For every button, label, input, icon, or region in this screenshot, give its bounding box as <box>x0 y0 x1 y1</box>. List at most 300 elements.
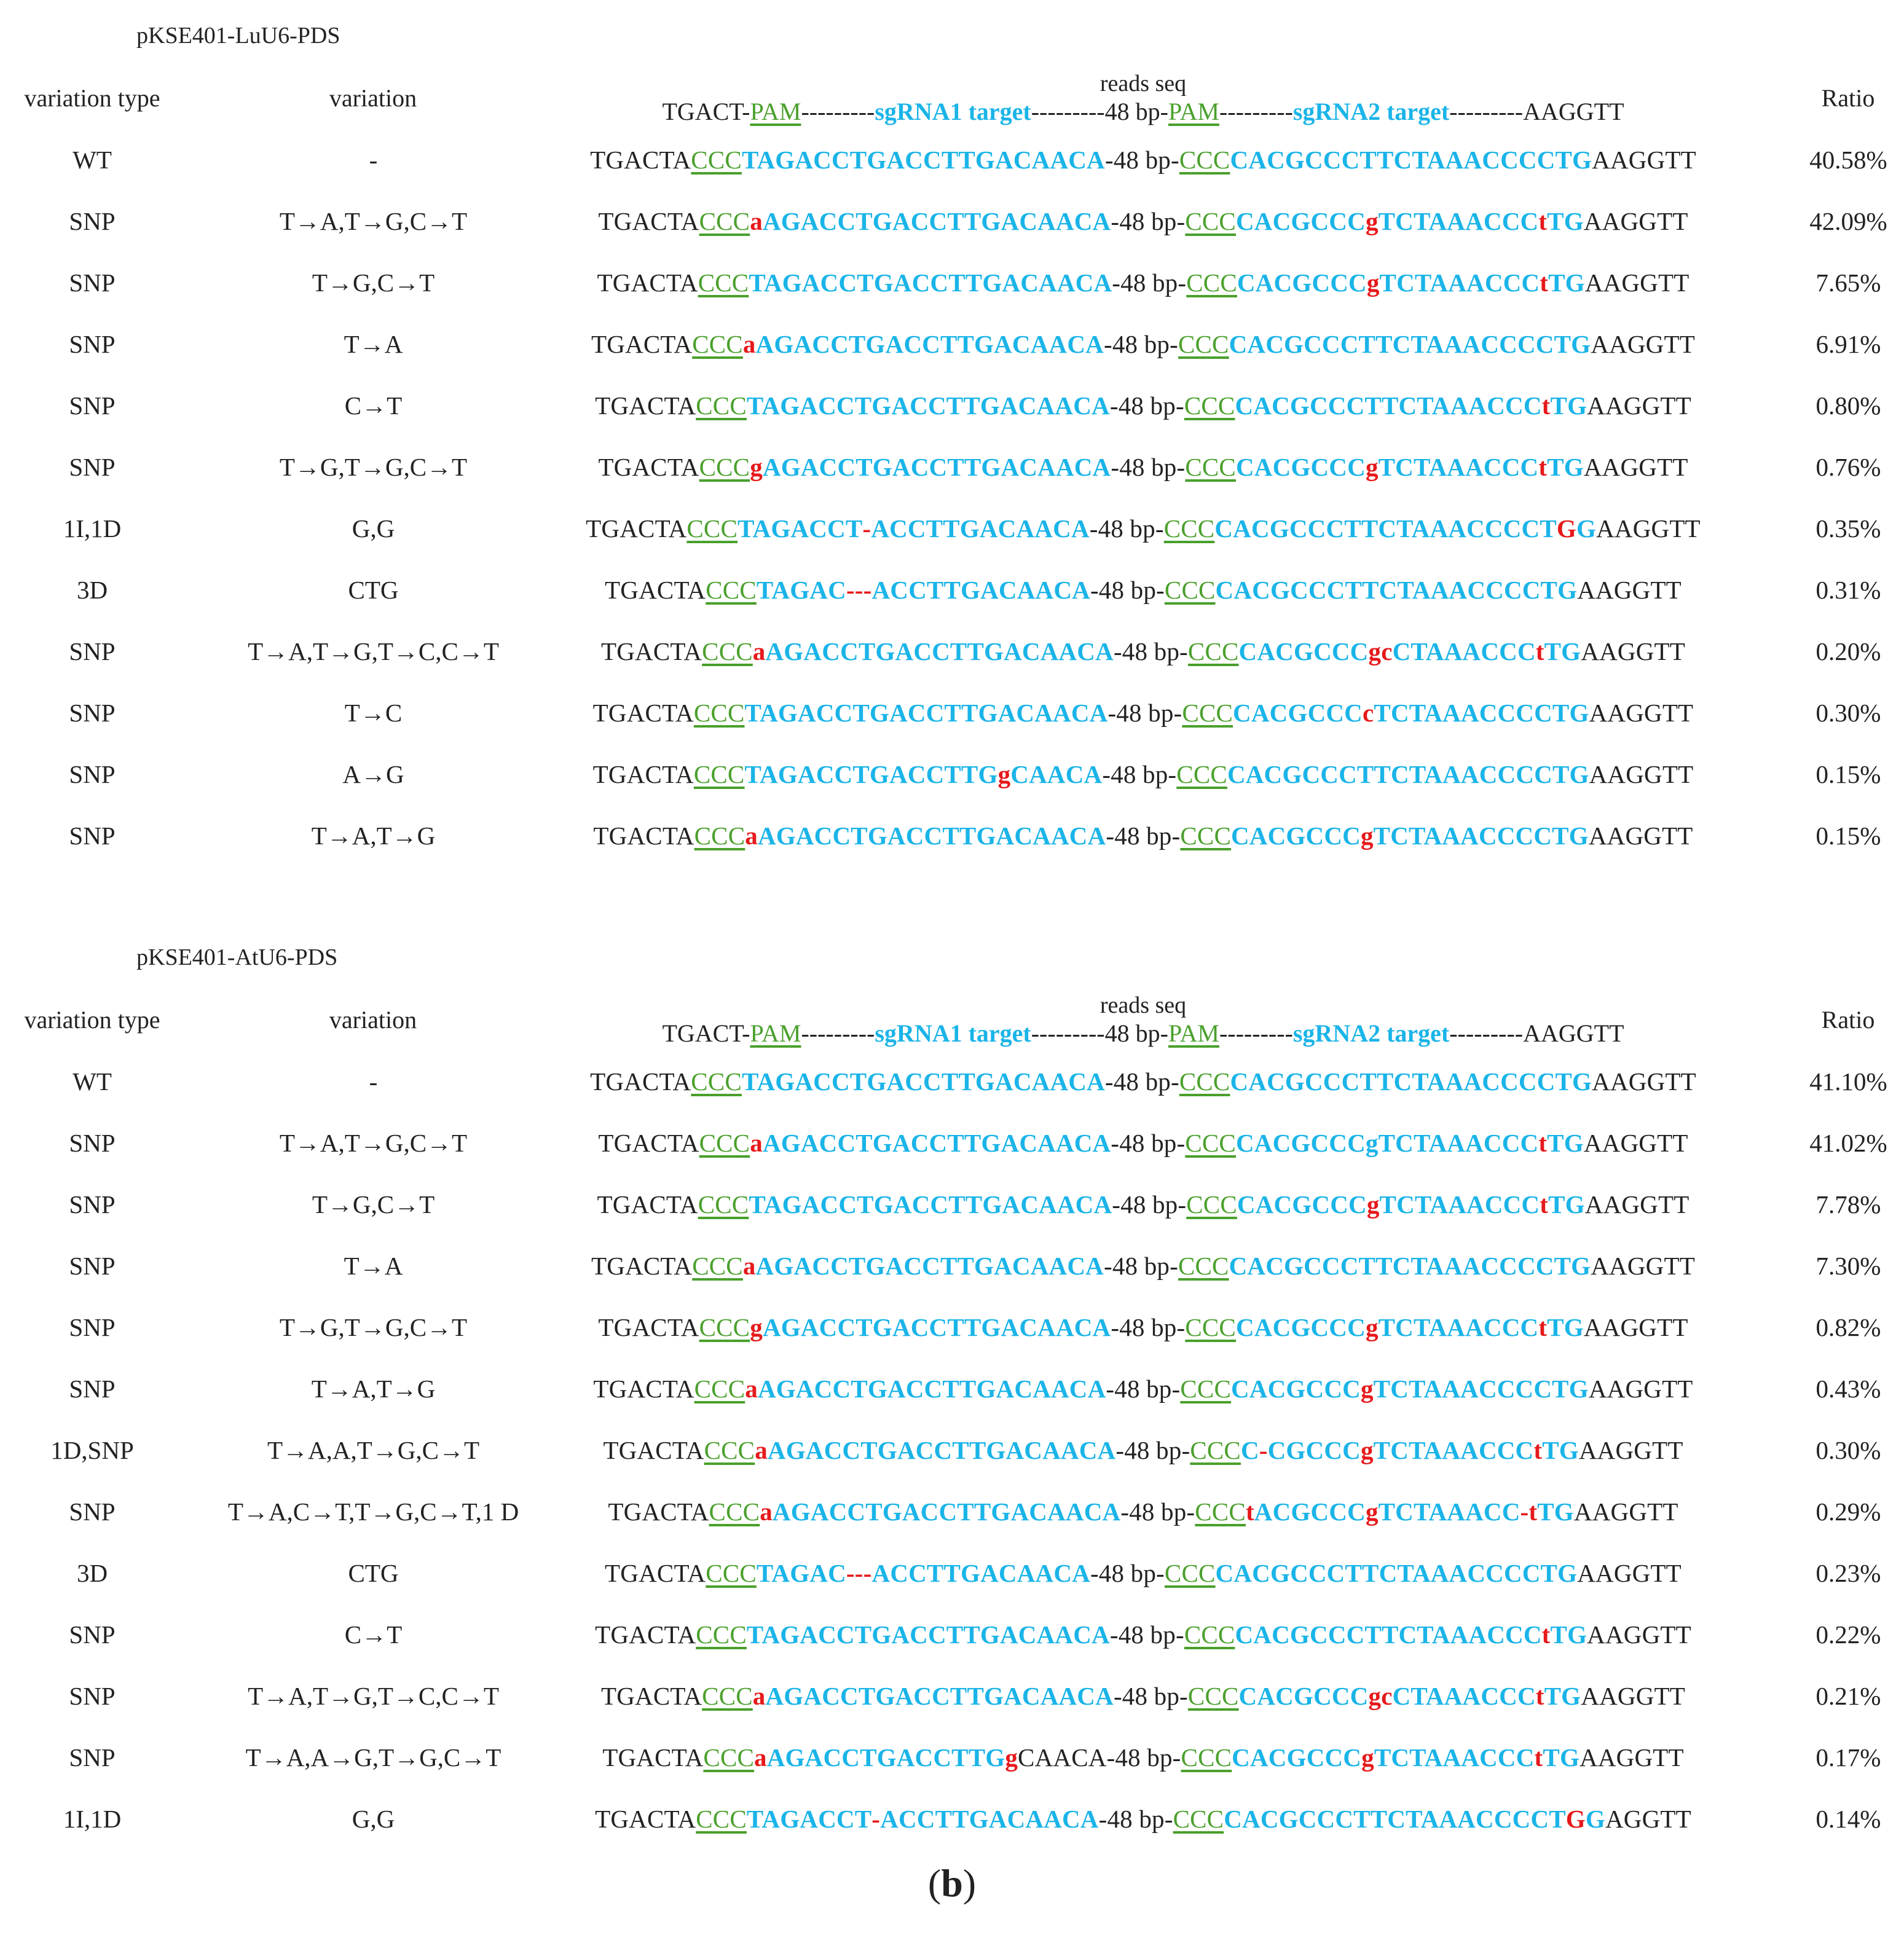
ratio-cell: 0.22% <box>1815 1620 1881 1649</box>
target-segment: CACGCCC <box>1233 699 1363 727</box>
pam-segment: CCC <box>694 1375 745 1403</box>
variation-cell: G,G <box>352 514 395 543</box>
variation-cell: C→T <box>344 1620 403 1649</box>
variation-type-cell: SNP <box>69 1252 116 1280</box>
flank-segment: AAGGTT <box>1596 514 1701 543</box>
table-block-luu6 <box>0 0 1904 909</box>
flank-segment: TGACTA <box>600 1682 702 1710</box>
variation-type-cell: SNP <box>69 453 116 481</box>
ratio-cell: 41.10% <box>1809 1067 1887 1096</box>
flank-segment: AAGGTT <box>1592 146 1696 174</box>
table-row <box>0 129 1904 190</box>
flank-segment: TGACTA <box>595 391 696 420</box>
target-segment: CACGCCC <box>1235 1313 1366 1341</box>
mutation-base: a <box>754 1743 767 1772</box>
mutation-base: gc <box>1368 637 1393 665</box>
pam-segment: CCC <box>706 576 757 604</box>
pam-segment: CCC <box>1186 269 1237 297</box>
flank-segment: AAGGTT <box>1581 637 1686 665</box>
table-row <box>0 313 1904 375</box>
flank-segment: -48 bp- <box>1111 453 1186 481</box>
reads-seq-cell <box>541 1174 1745 1235</box>
target-segment: CACGCCCTTCTAAACCCCTG <box>1230 146 1592 174</box>
target-segment: TG <box>1543 1743 1580 1772</box>
flank-segment: AAGGTT <box>1591 330 1695 358</box>
pam-segment: CCC <box>1187 1682 1239 1710</box>
flank-segment: TGACTA <box>591 330 693 358</box>
flank-segment: TGACTA <box>586 514 687 543</box>
target-segment: TAGAC <box>756 1559 846 1587</box>
flank-segment: CAACA <box>1018 1743 1107 1772</box>
flank-segment: TGACTA <box>595 1805 696 1833</box>
pam-segment: CCC <box>686 514 738 543</box>
target-segment: TG <box>1542 1436 1579 1464</box>
pam-segment: CCC <box>1173 1805 1224 1833</box>
variation-type-cell: SNP <box>69 699 116 727</box>
flank-segment: -48 bp- <box>1104 146 1179 174</box>
mutation-base: t <box>1540 269 1549 297</box>
pam-segment: CCC <box>1184 391 1235 420</box>
reads-seq-cell <box>541 375 1745 436</box>
pam-segment: CCC <box>1164 576 1216 604</box>
table-row <box>0 805 1904 866</box>
variation-type-cell: SNP <box>69 1375 116 1403</box>
schema-segment: sgRNA2 target <box>1292 98 1450 125</box>
target-segment: TCTAAACCC <box>1378 1313 1539 1341</box>
reads-seq-cell <box>541 621 1745 682</box>
target-segment: CACGCCC <box>1235 207 1366 235</box>
mutation-base: g <box>1360 822 1374 850</box>
reads-seq-cell <box>541 1112 1745 1174</box>
reads-seq-cell <box>541 559 1745 621</box>
pam-segment: CCC <box>1180 822 1231 850</box>
pam-segment: CCC <box>1195 1498 1246 1526</box>
variation-cell: T→A,T→G,T→C,C→T <box>248 1682 499 1710</box>
schema-segment: --------- <box>801 1019 875 1047</box>
flank-segment: AAGGTT <box>1584 269 1690 297</box>
ratio-cell: 7.30% <box>1815 1252 1881 1280</box>
schema-segment: sgRNA1 target <box>875 98 1031 125</box>
ratio-cell: 0.80% <box>1815 391 1881 420</box>
variation-cell: T→A,T→G,C→T <box>279 207 468 235</box>
flank-segment: AAGGTT <box>1583 207 1688 235</box>
target-segment: TG <box>1537 1498 1574 1526</box>
ratio-cell: 40.58% <box>1809 146 1887 174</box>
variation-cell: T→A,T→G,C→T <box>279 1129 468 1157</box>
flank-segment: AAGGTT <box>1581 1682 1686 1710</box>
schema-segment: PAM <box>750 1019 801 1047</box>
target-segment: TCTAAACCCCTG <box>1373 1375 1589 1403</box>
target-segment: CACGCCC <box>1237 269 1367 297</box>
target-segment: G <box>1576 514 1597 543</box>
schema-segment: TGACT- <box>662 98 750 125</box>
mutation-base: - <box>862 514 871 543</box>
mutation-base: t <box>1535 637 1544 665</box>
flank-segment: -48 bp- <box>1111 1129 1186 1157</box>
mutation-base: g <box>750 1313 763 1341</box>
flank-segment: -48 bp- <box>1098 1805 1173 1833</box>
table-row <box>0 621 1904 682</box>
target-segment: TAGAC <box>756 576 846 604</box>
target-segment: CACGCCC <box>1235 453 1366 481</box>
flank-segment: TGACTA <box>593 822 694 850</box>
target-segment: TCTAAACCCCTG <box>1374 699 1589 727</box>
flank-segment: -48 bp- <box>1107 699 1182 727</box>
pam-segment: CCC <box>698 269 749 297</box>
target-segment: CACGCCCTTCTAAACCC <box>1235 391 1542 420</box>
table-row <box>0 252 1904 313</box>
flank-segment: TGACTA <box>590 146 691 174</box>
table-row <box>0 1112 1904 1174</box>
schema-segment: ---------AAGGTT <box>1449 98 1624 125</box>
variation-cell: T→A <box>344 1252 403 1280</box>
variation-cell: T→G,T→G,C→T <box>279 453 468 481</box>
schema-segment: --------- <box>1219 98 1293 125</box>
mutation-base: t <box>1538 1313 1548 1341</box>
target-segment: TAGACCTGACCTTGACAACA <box>741 146 1105 174</box>
target-segment: CAACA <box>1010 760 1103 788</box>
ratio-cell: 0.35% <box>1815 514 1881 543</box>
target-segment: G <box>1585 1805 1605 1833</box>
pam-segment: CCC <box>694 822 745 850</box>
variation-type-cell: SNP <box>69 637 116 665</box>
flank-segment: TGACTA <box>598 207 699 235</box>
variation-type-cell: SNP <box>69 1190 116 1219</box>
target-segment: C <box>1240 1436 1259 1464</box>
mutation-base: a <box>745 1375 758 1403</box>
reads-seq-cell <box>541 1481 1745 1542</box>
mutation-base: t <box>1538 207 1548 235</box>
target-segment: AGACCTGACCTTGACAACA <box>762 1313 1111 1341</box>
variation-cell: T→A,T→G,T→C,C→T <box>248 637 499 665</box>
variation-type-cell: WT <box>73 1067 112 1096</box>
table-row <box>0 1174 1904 1235</box>
pam-segment: CCC <box>1179 1067 1230 1096</box>
reads-seq-cell <box>541 190 1745 252</box>
pam-segment: CCC <box>699 1313 750 1341</box>
target-segment: TCTAAACCC <box>1373 1436 1534 1464</box>
flank-segment: -48 bp- <box>1115 1436 1190 1464</box>
panel-label <box>928 1861 976 1906</box>
schema-segment: sgRNA1 target <box>875 1019 1031 1047</box>
flank-segment: TGACTA <box>598 1313 699 1341</box>
ratio-cell: 0.82% <box>1815 1313 1881 1341</box>
variation-cell: A→G <box>342 760 404 788</box>
header-variation-type: variation type <box>24 84 160 112</box>
reads-seq-cell <box>541 682 1745 744</box>
mutation-base: t <box>1540 1190 1549 1219</box>
variation-cell: T→G,T→G,C→T <box>279 1313 468 1341</box>
ratio-cell: 42.09% <box>1809 207 1887 235</box>
ratio-cell: 0.21% <box>1815 1682 1881 1710</box>
pam-segment: CCC <box>1178 1252 1229 1280</box>
target-segment: TAGACCTGACCTTGACAACA <box>744 699 1108 727</box>
flank-segment: TGACTA <box>592 760 694 788</box>
pam-segment: CCC <box>693 760 745 788</box>
variation-cell: T→A,T→G <box>311 1375 436 1403</box>
pam-segment: CCC <box>699 1129 750 1157</box>
mutation-base: g <box>1005 1743 1018 1772</box>
panel-label-open: ( <box>927 1861 942 1905</box>
flank-segment: AAGGTT <box>1589 760 1694 788</box>
target-segment: TG <box>1550 391 1587 420</box>
variation-cell: CTG <box>348 576 399 604</box>
reads-seq-cell <box>541 1419 1745 1481</box>
pam-segment: CCC <box>692 330 743 358</box>
pam-segment: CCC <box>1181 1743 1232 1772</box>
variation-type-cell: 1D,SNP <box>50 1436 134 1464</box>
ratio-cell: 0.30% <box>1815 699 1881 727</box>
flank-segment: TGACTA <box>597 1190 698 1219</box>
variation-cell: T→A,T→G <box>311 822 436 850</box>
flank-segment: TGACTA <box>608 1498 709 1526</box>
variation-type-cell: WT <box>73 146 112 174</box>
mutation-base: a <box>755 1436 768 1464</box>
target-segment: TG <box>1548 269 1585 297</box>
target-segment: CACGCCCTTCTAAACCCCT <box>1214 514 1557 543</box>
flank-segment: -48 bp- <box>1090 1559 1165 1587</box>
target-segment: AGACCTGACCTTGACAACA <box>765 1682 1114 1710</box>
ratio-cell: 6.91% <box>1815 330 1881 358</box>
flank-segment: TGACTA <box>591 1252 693 1280</box>
schema-segment: sgRNA2 target <box>1292 1019 1450 1047</box>
variation-type-cell: SNP <box>69 1682 116 1710</box>
pam-segment: CCC <box>691 146 742 174</box>
flank-segment: AAGGTT <box>1578 1436 1683 1464</box>
pam-segment: CCC <box>1185 1129 1236 1157</box>
mutation-base: g <box>1365 207 1379 235</box>
target-segment: AGACCTGACCTTGACAACA <box>765 637 1114 665</box>
ratio-cell: 7.65% <box>1815 269 1881 297</box>
reads-seq-cell <box>541 1297 1745 1358</box>
variation-cell: T→C <box>344 699 403 727</box>
variation-type-cell: SNP <box>69 207 116 235</box>
reads-seq-cell <box>541 498 1745 559</box>
flank-segment: TGACTA <box>605 1559 706 1587</box>
flank-segment: AGGTT <box>1605 1805 1691 1833</box>
pam-segment: CCC <box>1178 330 1229 358</box>
target-segment: TCTAAACCC <box>1378 453 1539 481</box>
target-segment: TG <box>1550 1620 1587 1649</box>
mutation-base: t <box>1538 1129 1548 1157</box>
pam-segment: CCC <box>1187 637 1239 665</box>
header-ratio: Ratio <box>1821 1006 1875 1034</box>
reads-seq-cell <box>541 1788 1745 1850</box>
flank-segment: AAGGTT <box>1584 1190 1690 1219</box>
target-segment: CACGCCCTTCTAAACCCCTG <box>1215 1559 1578 1587</box>
reads-seq-cell <box>541 1665 1745 1727</box>
reads-seq-cell <box>541 313 1745 375</box>
mutation-base: t <box>1541 391 1551 420</box>
pam-segment: CCC <box>1180 1375 1231 1403</box>
schema-segment: ---------48 bp- <box>1031 98 1168 125</box>
target-segment: CACGCCC <box>1238 637 1369 665</box>
flank-segment: TGACTA <box>605 576 706 604</box>
flank-segment: AAGGTT <box>1583 1129 1688 1157</box>
target-segment: TAGACCTGACCTTGACAACA <box>749 1190 1112 1219</box>
table-row <box>0 1665 1904 1727</box>
mutation-base: g <box>1360 1375 1374 1403</box>
mutation-base: g <box>1361 1743 1374 1772</box>
mutation-base: g <box>1360 1436 1374 1464</box>
target-segment: AGACCTGACCTTGACAACA <box>757 822 1106 850</box>
schema-segment: PAM <box>1168 98 1219 125</box>
mutation-base: a <box>760 1498 773 1526</box>
pam-segment: CCC <box>706 1559 757 1587</box>
table-row <box>0 1481 1904 1542</box>
flank-segment: AAGGTT <box>1579 1743 1684 1772</box>
target-segment: CACGCCCgTCTAAACCC <box>1235 1129 1539 1157</box>
pam-segment: CCC <box>1185 453 1236 481</box>
header-ratio: Ratio <box>1821 84 1875 112</box>
target-segment: ACGCCC <box>1254 1498 1366 1526</box>
target-segment: TAGACCTGACCTTGACAACA <box>749 269 1112 297</box>
target-segment: AGACCTGACCTTGACAACA <box>757 1375 1106 1403</box>
ratio-cell: 0.17% <box>1815 1743 1881 1772</box>
target-segment: TCTAAACCC <box>1374 1743 1535 1772</box>
pam-segment: CCC <box>1179 146 1230 174</box>
pam-segment: CCC <box>699 453 750 481</box>
target-segment: AGACCTGACCTTGACAACA <box>762 453 1111 481</box>
flank-segment: AAGGTT <box>1591 1252 1695 1280</box>
target-segment: CACGCCC <box>1231 822 1361 850</box>
mutation-base: g <box>1365 1313 1379 1341</box>
mutation-base: a <box>752 1682 766 1710</box>
flank-segment: -48 bp- <box>1103 1252 1178 1280</box>
pam-segment: CCC <box>1176 760 1227 788</box>
header-variation-type: variation type <box>24 1006 160 1034</box>
mutation-base: - <box>1259 1436 1268 1464</box>
variation-type-cell: 3D <box>76 1559 108 1587</box>
schema-segment: ---------48 bp- <box>1031 1019 1168 1047</box>
flank-segment: TGACTA <box>593 1375 694 1403</box>
target-segment: CACGCCCTTCTAAACCC <box>1235 1620 1542 1649</box>
variation-type-cell: SNP <box>69 1620 116 1649</box>
target-segment: CACGCCCTTCTAAACCCCTG <box>1227 760 1589 788</box>
pam-segment: CCC <box>692 1252 743 1280</box>
pam-segment: CCC <box>709 1498 760 1526</box>
mutation-base: t <box>1534 1743 1543 1772</box>
pam-segment: CCC <box>702 637 753 665</box>
target-segment: ACCTTGACAACA <box>871 1559 1090 1587</box>
pam-segment: CCC <box>696 391 747 420</box>
ratio-cell: 0.43% <box>1815 1375 1881 1403</box>
variation-cell: C→T <box>344 391 403 420</box>
panel-label-close: ) <box>962 1861 977 1905</box>
ratio-cell: 0.30% <box>1815 1436 1881 1464</box>
reads-seq-cell <box>541 1604 1745 1665</box>
table-row <box>0 1542 1904 1604</box>
target-segment: AGACCTGACCTTGACAACA <box>755 330 1104 358</box>
flank-segment: TGACTA <box>598 1129 699 1157</box>
flank-segment: -48 bp- <box>1111 1313 1186 1341</box>
table-row <box>0 1419 1904 1481</box>
target-segment: TCTAAACCC <box>1379 269 1540 297</box>
target-segment: AGACCTGACCTTGACAACA <box>762 207 1111 235</box>
reads-seq-cell <box>541 436 1745 498</box>
header-variation: variation <box>329 84 417 112</box>
mutation-base: a <box>745 822 758 850</box>
table-row <box>0 1297 1904 1358</box>
table-row <box>0 1051 1904 1112</box>
flank-segment: -48 bp- <box>1112 1190 1187 1219</box>
flank-segment: AAGGTT <box>1587 1620 1691 1649</box>
table-row <box>0 190 1904 252</box>
target-segment: CACGCCCTTCTAAACCCCTG <box>1215 576 1578 604</box>
table-row <box>0 1358 1904 1419</box>
reads-seq-cell <box>541 1051 1745 1112</box>
flank-segment: AAGGTT <box>1573 1498 1678 1526</box>
block-title: pKSE401-AtU6-PDS <box>136 944 338 970</box>
mutation-base: t <box>1535 1682 1544 1710</box>
variation-type-cell: SNP <box>69 1313 116 1341</box>
table-row <box>0 375 1904 436</box>
reads-seq-cell <box>541 744 1745 805</box>
mutation-base: g <box>1365 453 1379 481</box>
target-segment: TAGACCTGACCTTGACAACA <box>746 391 1110 420</box>
table-row <box>0 498 1904 559</box>
target-segment: AGACCTGACCTTG <box>766 1743 1005 1772</box>
flank-segment: -48 bp- <box>1109 1620 1184 1649</box>
flank-segment: -48 bp- <box>1089 514 1164 543</box>
pam-segment: CCC <box>704 1436 755 1464</box>
table-row <box>0 1235 1904 1297</box>
ratio-cell: 7.78% <box>1815 1190 1881 1219</box>
mutation-base: G <box>1565 1805 1586 1833</box>
panel-label-letter: b <box>941 1861 963 1905</box>
flank-segment: -48 bp- <box>1106 1743 1181 1772</box>
target-segment: CACGCCCTTCTAAACCCCTG <box>1230 1067 1592 1096</box>
flank-segment: -48 bp- <box>1106 1375 1181 1403</box>
target-segment: AGACCTGACCTTGACAACA <box>767 1436 1116 1464</box>
variation-cell: CTG <box>348 1559 399 1587</box>
reads-seq-cell <box>541 129 1745 190</box>
target-segment: CACGCCC <box>1231 1375 1361 1403</box>
variation-type-cell: SNP <box>69 269 116 297</box>
pam-segment: CCC <box>696 1805 747 1833</box>
flank-segment: -48 bp- <box>1113 637 1188 665</box>
flank-segment: -48 bp- <box>1106 822 1181 850</box>
mutation-base: a <box>750 1129 763 1157</box>
variation-type-cell: SNP <box>69 1498 116 1526</box>
flank-segment: -48 bp- <box>1102 760 1177 788</box>
target-segment: CTAAACCC <box>1392 637 1536 665</box>
flank-segment: AAGGTT <box>1587 391 1691 420</box>
variation-cell: T→A <box>344 330 403 358</box>
flank-segment: AAGGTT <box>1583 453 1688 481</box>
target-segment: TAGACCT <box>746 1805 872 1833</box>
header-variation: variation <box>329 1006 417 1034</box>
pam-segment: CCC <box>703 1743 755 1772</box>
target-segment: AGACCTGACCTTGACAACA <box>762 1129 1111 1157</box>
target-segment: AGACCTGACCTTGACAACA <box>755 1252 1104 1280</box>
pam-segment: CCC <box>1186 1190 1237 1219</box>
variation-cell: T→A,A,T→G,C→T <box>267 1436 480 1464</box>
variation-cell: T→G,C→T <box>312 269 435 297</box>
pam-segment: CCC <box>1184 1620 1235 1649</box>
flank-segment: -48 bp- <box>1104 1067 1179 1096</box>
pam-segment: CCC <box>693 699 745 727</box>
schema-segment: PAM <box>750 98 801 125</box>
target-segment: CACGCCCTTCTAAACCCCTG <box>1229 1252 1591 1280</box>
block-title: pKSE401-LuU6-PDS <box>136 23 340 49</box>
variation-type-cell: 1I,1D <box>63 514 122 543</box>
mutation-base: t <box>1533 1436 1543 1464</box>
reads-seq-cell <box>541 1727 1745 1788</box>
ratio-cell: 0.23% <box>1815 1559 1881 1587</box>
header-reads-seq: reads seq <box>1100 992 1187 1018</box>
flank-segment: -48 bp- <box>1109 391 1184 420</box>
